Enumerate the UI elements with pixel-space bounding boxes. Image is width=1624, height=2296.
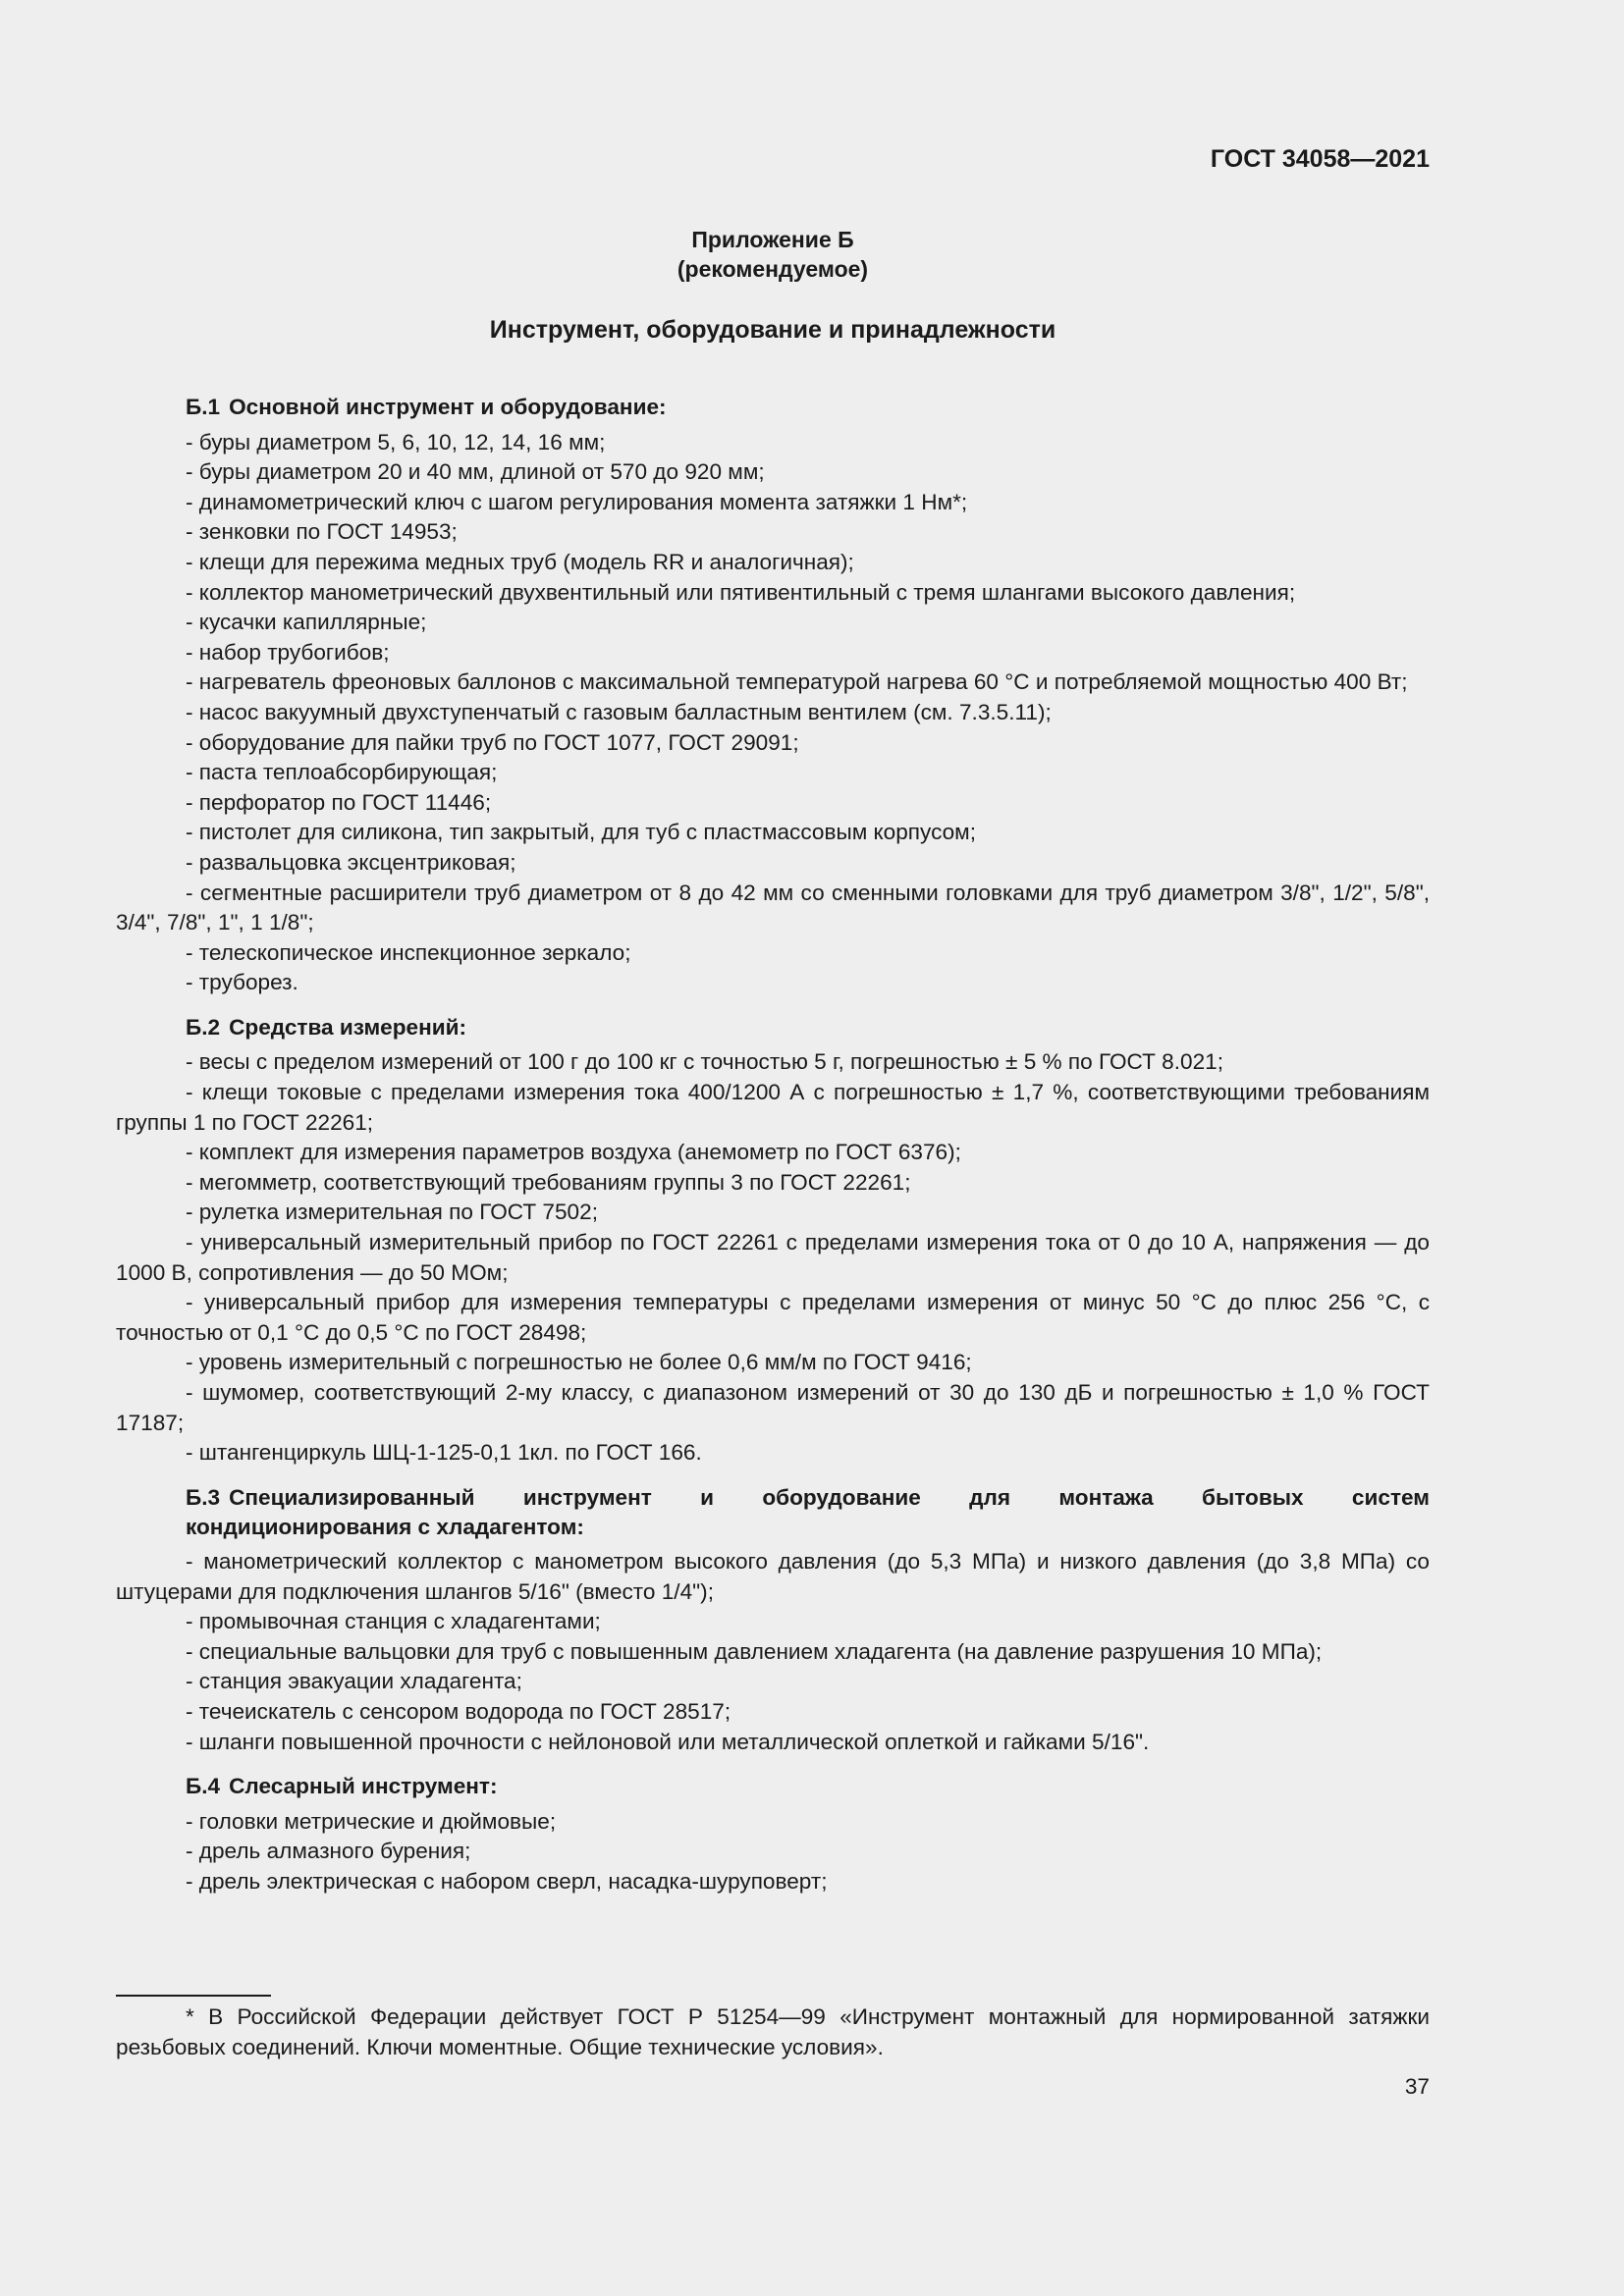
footnote: * В Российской Федерации действует ГОСТ Р 51254—99 «Инструмент монтажный для нормированной затяжки резьбовых соединений. Ключи моментные. Общие технические условия». — [116, 2004, 1430, 2059]
section-b4 — [116, 1772, 1430, 1896]
page-number: 37 — [1404, 2074, 1430, 2099]
section-title: Основной инструмент и оборудование: — [229, 395, 667, 419]
list-item: - пистолет для силикона, тип закрытый, для туб с пластмассовым корпусом; — [186, 820, 976, 845]
list-item: - промывочная станция с хладагентами; — [186, 1609, 601, 1634]
section-b2 — [116, 1013, 1430, 1468]
item-list — [116, 428, 1430, 998]
item-list — [116, 1547, 1430, 1757]
list-item: - динамометрический ключ с шагом регулирования момента затяжки 1 Нм*; — [186, 489, 968, 514]
footnote-divider — [116, 1995, 271, 1997]
document-body — [116, 393, 1430, 1912]
section-heading — [116, 1013, 1430, 1043]
page-title: Инструмент, оборудование и принадлежности — [489, 316, 1056, 344]
list-item: - универсальный прибор для измерения температуры с пределами измерения от минус 50 °С до плюс 256 °С, с точностью от 0,1 °С до 0,5 °С по ГОСТ 28498; — [116, 1290, 1430, 1345]
list-item: - шланги повышенной прочности с нейлоновой или металлической оплеткой и гайками 5/16". — [186, 1729, 1150, 1754]
list-item: - станция эвакуации хладагента; — [186, 1669, 522, 1694]
list-item: - насос вакуумный двухступенчатый с газовым балластным вентилем (см. 7.3.5.11); — [186, 699, 1052, 724]
list-item: - рулетка измерительная по ГОСТ 7502; — [186, 1200, 598, 1225]
section-heading — [116, 1772, 1430, 1802]
list-item: - штангенциркуль ШЦ-1-125-0,1 1кл. по ГОСТ 166. — [186, 1440, 702, 1466]
document-code: ГОСТ 34058—2021 — [1210, 145, 1430, 173]
section-b1 — [116, 393, 1430, 998]
list-item: - универсальный измерительный прибор по ГОСТ 22261 с пределами измерения тока от 0 до 10 А, напряжения — до 1000 В, сопротивления — до 50 МОм; — [116, 1230, 1430, 1285]
list-item: - клещи токовые с пределами измерения тока 400/1200 А с погрешностью ± 1,7 %, соответствующими требованиям группы 1 по ГОСТ 22261; — [116, 1080, 1430, 1135]
document-page — [116, 0, 1430, 2296]
list-item: - труборез. — [186, 970, 298, 995]
list-item: - развальцовка эксцентриковая; — [186, 849, 516, 875]
section-title: Средства измерений: — [229, 1014, 467, 1040]
list-item: - специальные вальцовки для труб с повышенным давлением хладагента (на давление разрушения 10 МПа); — [186, 1638, 1323, 1664]
section-number: Б.4 — [186, 1774, 221, 1799]
list-item: - зенковки по ГОСТ 14953; — [186, 519, 458, 545]
list-item: - дрель электрическая с набором сверл, насадка-шуруповерт; — [186, 1868, 828, 1894]
list-item: - комплект для измерения параметров воздуха (анемометр по ГОСТ 6376); — [186, 1140, 961, 1165]
list-item: - весы с пределом измерений от 100 г до 100 кг с точностью 5 г, погрешностью ± 5 % по ГОСТ 8.021; — [186, 1049, 1223, 1075]
item-list — [116, 1807, 1430, 1897]
list-item: - перфоратор по ГОСТ 11446; — [186, 789, 492, 815]
section-title-line2: кондиционирования с хладагентом: — [186, 1515, 584, 1540]
list-item: - телескопическое инспекционное зеркало; — [186, 939, 631, 965]
section-number: Б.2 — [186, 1014, 221, 1040]
list-item: - сегментные расширители труб диаметром от 8 до 42 мм со сменными головками для труб диаметром 3/8", 1/2", 5/8", 3/4", 7/8", 1", 1 1/8"; — [116, 880, 1430, 935]
list-item: - шумомер, соответствующий 2-му классу, с диапазоном измерений от 30 до 130 дБ и погрешностью ± 1,0 % ГОСТ 17187; — [116, 1380, 1430, 1435]
list-item: - дрель алмазного бурения; — [186, 1839, 471, 1864]
list-item: - течеискатель с сенсором водорода по ГОСТ 28517; — [186, 1698, 731, 1724]
appendix-subtitle: (рекомендуемое) — [677, 256, 869, 282]
list-item: - клещи для пережима медных труб (модель RR и аналогичная); — [186, 549, 854, 574]
section-title: Слесарный инструмент: — [229, 1774, 498, 1799]
list-item: - кусачки капиллярные; — [186, 610, 427, 635]
list-item: - мегомметр, соответствующий требованиям группы 3 по ГОСТ 22261; — [186, 1169, 911, 1195]
section-number: Б.1 — [186, 395, 221, 419]
list-item: - буры диаметром 5, 6, 10, 12, 14, 16 мм; — [186, 429, 606, 454]
appendix-title: Приложение Б — [691, 227, 854, 252]
section-b3 — [116, 1483, 1430, 1757]
appendix-heading — [116, 225, 1430, 284]
list-item: - уровень измерительный с погрешностью не более 0,6 мм/м по ГОСТ 9416; — [186, 1350, 972, 1375]
section-number: Б.3 — [186, 1484, 221, 1510]
section-title: Специализированный инструмент и оборудование для монтажа бытовых систем — [229, 1484, 1430, 1510]
section-heading — [116, 1483, 1430, 1543]
list-item: - оборудование для пайки труб по ГОСТ 1077, ГОСТ 29091; — [186, 729, 799, 755]
list-item: - манометрический коллектор с манометром высокого давления (до 5,3 МПа) и низкого давления (до 3,8 МПа) со штуцерами для подключения шлангов 5/16" (вместо 1/4"); — [116, 1548, 1430, 1604]
list-item: - нагреватель фреоновых баллонов с максимальной температурой нагрева 60 °С и потребляемой мощностью 400 Вт; — [186, 669, 1408, 695]
list-item: - коллектор манометрический двухвентильный или пятивентильный с тремя шлангами высокого давления; — [186, 579, 1296, 605]
list-item: - набор трубогибов; — [186, 639, 390, 665]
list-item: - буры диаметром 20 и 40 мм, длиной от 570 до 920 мм; — [186, 459, 765, 485]
section-title-line1 — [186, 1483, 1430, 1514]
item-list — [116, 1047, 1430, 1468]
list-item: - паста теплоабсорбирующая; — [186, 760, 498, 785]
list-item: - головки метрические и дюймовые; — [186, 1808, 557, 1834]
section-heading — [116, 393, 1430, 423]
